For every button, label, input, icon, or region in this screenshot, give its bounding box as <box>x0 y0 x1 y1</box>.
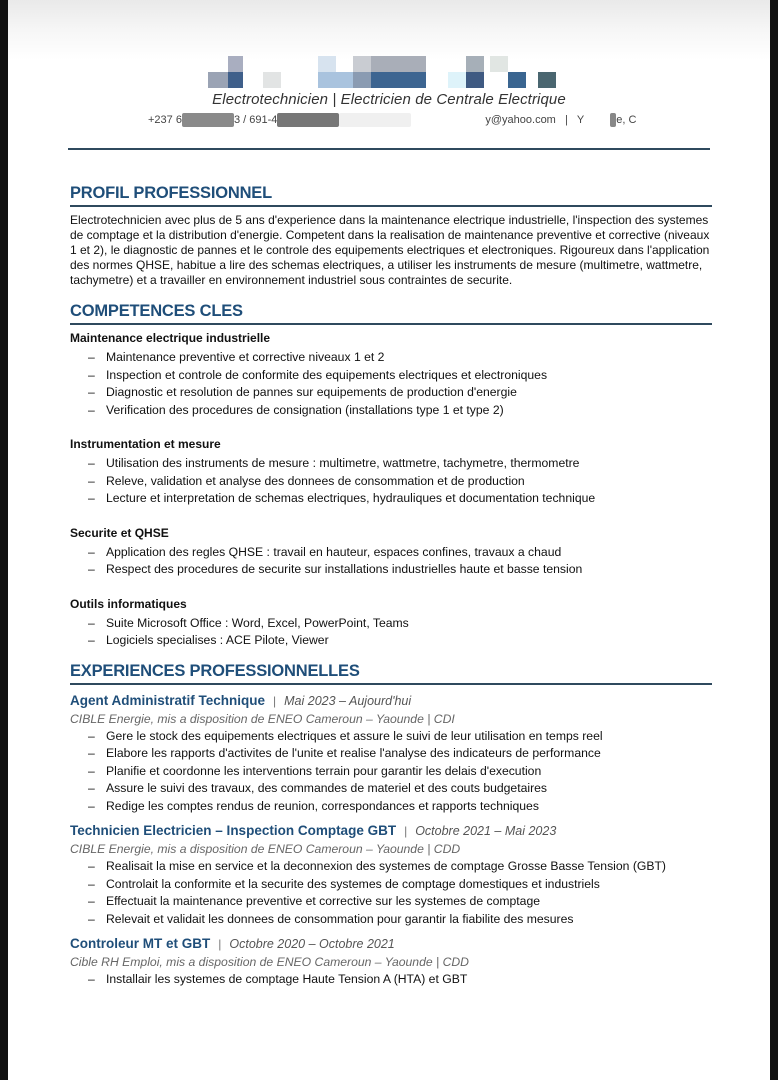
dash-bullet-icon: – <box>88 615 95 630</box>
dash-bullet-icon: – <box>88 562 95 577</box>
list-item-text: Effectuait la maintenance preventive et corrective sur les systemes de comptage <box>106 894 541 909</box>
job-company: CIBLE Energie, mis a disposition de ENEO Cameroun – Yaounde | CDI <box>70 711 455 726</box>
dash-bullet-icon: – <box>88 876 95 891</box>
list-item <box>70 384 712 402</box>
list-item <box>70 876 712 894</box>
job-duties-list <box>70 858 712 928</box>
list-item <box>70 780 712 798</box>
dash-bullet-icon: – <box>88 728 95 743</box>
job-entry <box>70 821 712 928</box>
list-item <box>70 763 712 781</box>
list-item-text: Controlait la conformite et la securite des systemes de comptage domestiques et industriels <box>106 876 600 891</box>
dash-bullet-icon: – <box>88 456 95 471</box>
list-item <box>70 561 712 579</box>
dash-bullet-icon: – <box>88 763 95 778</box>
photo-edge-left <box>0 0 8 1080</box>
job-title: Agent Administratif Technique <box>70 692 266 708</box>
phone-text-2: 3 / 691-4 <box>233 113 278 126</box>
header-divider <box>68 148 710 150</box>
list-item-text: Application des regles QHSE : travail en hauteur, espaces confines, travaux a chaud <box>106 544 562 559</box>
experience-section <box>70 662 712 989</box>
list-item <box>70 402 712 420</box>
profile-section <box>70 184 712 288</box>
profile-text: Electrotechnicien avec plus de 5 ans d'experience dans la maintenance electrique industrielle, l'inspection des systemes de comptage et la distribution d'energie. Competent dans la realisation de maintenance preventive et corrective (niveaux 1 et 2), le diagnostic de pannes et le controle des equipements electriques et electroniques. Rigoureux dans l'application des normes QHSE, habitue a lire des schemas electriques, a utiliser les instruments de mesure (multimetre, wattmetre, tachymetre) et a travailler en environnement industriel sous contraintes de securite. <box>70 213 710 288</box>
dash-bullet-icon: – <box>88 473 95 488</box>
cv-page <box>8 0 770 1080</box>
dash-bullet-icon: – <box>88 544 95 559</box>
cv-content <box>70 184 712 995</box>
job-company: Cible RH Emploi, mis a disposition de ENEO Cameroun – Yaounde | CDD <box>70 955 469 970</box>
list-item-text: Installair les systemes de comptage Haute Tension A (HTA) et GBT <box>106 972 468 987</box>
contact-separator: | <box>565 113 568 126</box>
job-separator: | <box>273 693 277 708</box>
job-title: Controleur MT et GBT <box>70 936 211 952</box>
list-item-text: Elabore les rapports d'activites de l'unite et realise l'analyse des indicateurs de performance <box>106 746 601 761</box>
job-dates: Mai 2023 – Aujourd'hui <box>284 693 412 708</box>
job-dates: Octobre 2021 – Mai 2023 <box>415 824 557 839</box>
location-text-2: e, C <box>616 113 637 126</box>
list-item <box>70 490 712 508</box>
list-item-text: Diagnostic et resolution de pannes sur equipements de production d'energie <box>106 385 517 400</box>
job-header <box>70 691 712 711</box>
list-item-text: Planifie et coordonne les interventions terrain pour garantir les delais d'execution <box>106 763 542 778</box>
skill-list <box>70 349 712 419</box>
skill-group <box>70 331 712 419</box>
dash-bullet-icon: – <box>88 798 95 813</box>
list-item <box>70 745 712 763</box>
dash-bullet-icon: – <box>88 894 95 909</box>
job-separator: | <box>404 824 408 839</box>
section-title-skills: COMPETENCES CLES <box>70 302 712 325</box>
list-item <box>70 473 712 491</box>
list-item-text: Releve, validation et analyse des donnees de consommation et de production <box>106 473 525 488</box>
list-item <box>70 911 712 929</box>
section-title-experience: EXPERIENCES PROFESSIONNELLES <box>70 662 712 685</box>
list-item-text: Utilisation des instruments de mesure : multimetre, wattmetre, tachymetre, thermometre <box>106 456 580 471</box>
list-item-text: Realisait la mise en service et la deconnexion des systemes de comptage Grosse Basse Tension (GBT) <box>106 859 666 874</box>
dash-bullet-icon: – <box>88 746 95 761</box>
skill-group-title: Securite et QHSE <box>70 525 169 540</box>
job-header <box>70 821 712 841</box>
phone-text: +237 6 <box>148 113 182 126</box>
redaction-block <box>182 113 234 127</box>
email-text: y@yahoo.com <box>485 113 556 126</box>
list-item-text: Respect des procedures de securite sur installations industrielles haute et basse tension <box>106 562 583 577</box>
job-duties-list <box>70 728 712 816</box>
skill-list <box>70 615 712 650</box>
job-subtitle: Electrotechnicien | Electricien de Centrale Electrique <box>212 91 566 108</box>
skill-group-title: Outils informatiques <box>70 596 187 611</box>
list-item <box>70 728 712 746</box>
list-item <box>70 544 712 562</box>
list-item <box>70 971 712 989</box>
job-duties-list <box>70 971 712 989</box>
list-item-text: Relevait et validait les donnees de consommation pour garantir la fiabilite des mesures <box>106 911 574 926</box>
job-entry <box>70 934 712 989</box>
dash-bullet-icon: – <box>88 385 95 400</box>
skill-group <box>70 597 712 650</box>
photo-edge-right <box>770 0 778 1080</box>
job-separator: | <box>218 937 222 952</box>
job-title: Technicien Electricien – Inspection Comptage GBT <box>70 823 397 839</box>
list-item <box>70 455 712 473</box>
dash-bullet-icon: – <box>88 972 95 987</box>
list-item <box>70 632 712 650</box>
dash-bullet-icon: – <box>88 781 95 796</box>
list-item-text: Verification des procedures de consignation (installations type 1 et type 2) <box>106 402 504 417</box>
list-item <box>70 367 712 385</box>
list-item <box>70 349 712 367</box>
list-item-text: Gere le stock des equipements electriques et assure le suivi de leur utilisation en temps reel <box>106 728 603 743</box>
skill-group-title: Maintenance electrique industrielle <box>70 331 271 346</box>
list-item-text: Maintenance preventive et corrective niveaux 1 et 2 <box>106 350 385 365</box>
section-title-profile: PROFIL PROFESSIONNEL <box>70 184 712 207</box>
list-item-text: Inspection et controle de conformite des equipements electriques et electroniques <box>106 367 548 382</box>
list-item <box>70 858 712 876</box>
redaction-block <box>339 113 411 127</box>
dash-bullet-icon: – <box>88 402 95 417</box>
job-header <box>70 934 712 954</box>
skill-group-title: Instrumentation et mesure <box>70 437 221 452</box>
name-redacted <box>208 56 588 88</box>
dash-bullet-icon: – <box>88 859 95 874</box>
skill-group <box>70 437 712 508</box>
list-item-text: Logiciels specialises : ACE Pilote, Viewer <box>106 633 329 648</box>
dash-bullet-icon: – <box>88 491 95 506</box>
dash-bullet-icon: – <box>88 350 95 365</box>
skill-list <box>70 544 712 579</box>
skills-section <box>70 302 712 650</box>
list-item <box>70 615 712 633</box>
dash-bullet-icon: – <box>88 911 95 926</box>
redaction-block <box>277 113 339 127</box>
dash-bullet-icon: – <box>88 633 95 648</box>
job-company: CIBLE Energie, mis a disposition de ENEO Cameroun – Yaounde | CDD <box>70 842 461 857</box>
dash-bullet-icon: – <box>88 367 95 382</box>
skill-list <box>70 455 712 508</box>
list-item <box>70 893 712 911</box>
list-item-text: Assure le suivi des travaux, des commandes de materiel et des couts budgetaires <box>106 781 548 796</box>
list-item-text: Lecture et interpretation de schemas electriques, hydrauliques et documentation technique <box>106 491 596 506</box>
list-item <box>70 798 712 816</box>
list-item-text: Redige les comptes rendus de reunion, correspondances et rapports techniques <box>106 798 539 813</box>
job-entry <box>70 691 712 816</box>
skill-group <box>70 526 712 579</box>
job-dates: Octobre 2020 – Octobre 2021 <box>229 937 395 952</box>
contact-line <box>148 113 636 127</box>
location-text: Y <box>576 113 585 126</box>
list-item-text: Suite Microsoft Office : Word, Excel, PowerPoint, Teams <box>106 615 409 630</box>
